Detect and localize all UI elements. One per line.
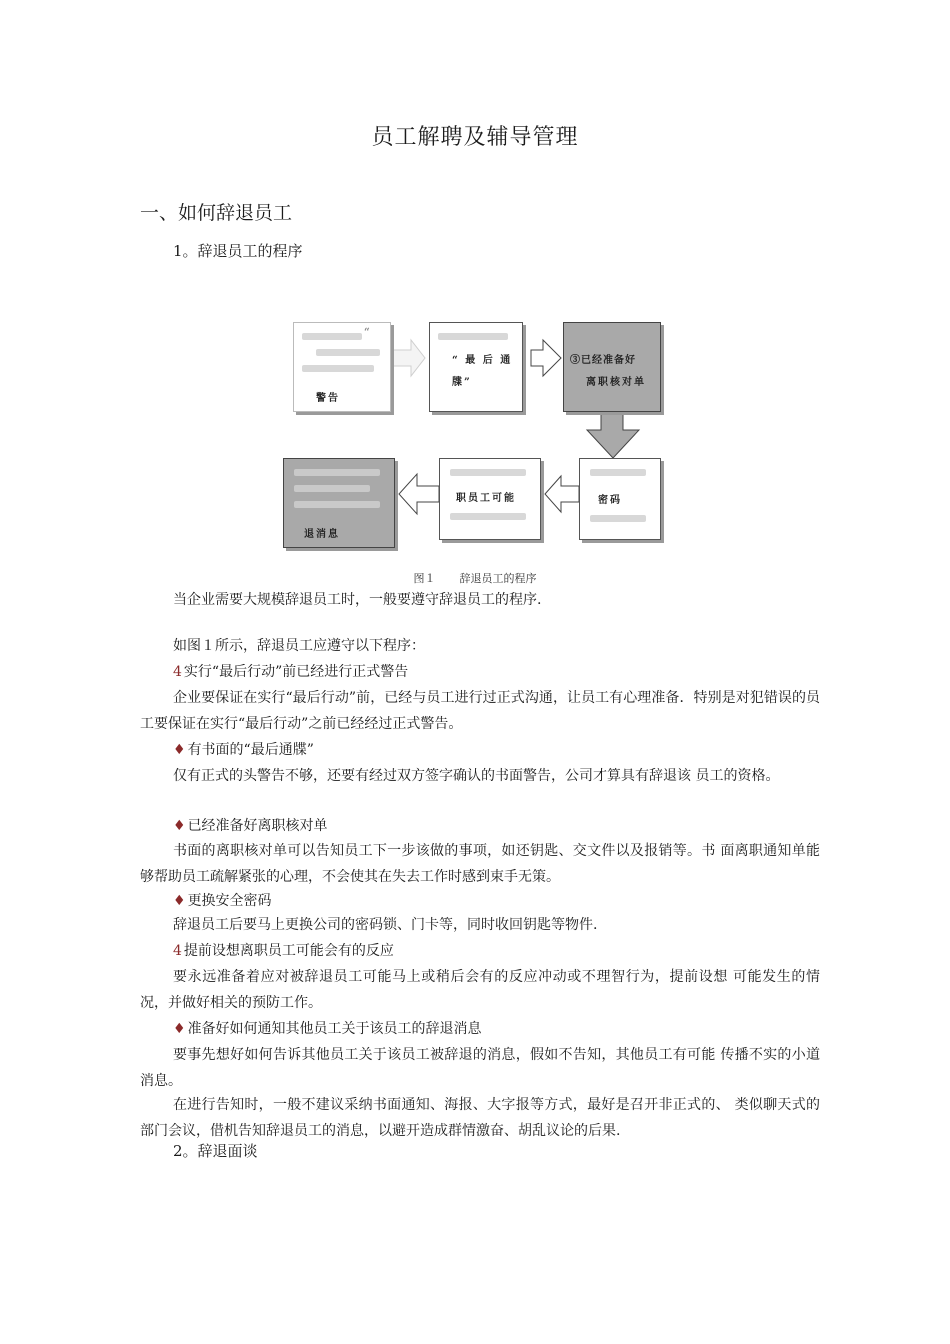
page-title: 员工解聘及辅导管理: [371, 125, 579, 150]
caption-number: 图１: [413, 572, 436, 585]
list-item-heading: ♦ 更换安全密码: [173, 893, 272, 909]
step-box-3: ③已经准备好 离职核对单: [563, 322, 661, 412]
step-box-6: 退消息: [283, 458, 395, 548]
list-item-heading: ♦ 已经准备好离职核对单: [173, 818, 328, 834]
step-box-4: 密码: [579, 458, 661, 540]
arrow-down: [587, 414, 639, 458]
step-box-2: “ 最 后 通 牒”: [429, 322, 523, 412]
list-item-heading: 4 提前设想离职员工可能会有的反应: [173, 943, 394, 959]
caption-text: 辞退员工的程序: [459, 572, 537, 585]
intro-paragraph: 当企业需要大规模辞退员工时，一般要遵守辞退员工的程序.: [173, 592, 542, 608]
figure-caption: [0, 570, 950, 586]
subsection-heading: 1。辞退员工的程序: [173, 242, 303, 260]
list-item-body: 企业要保证在实行“最后行动”前，已经与员工进行过正式沟通，让员工有心理准备．特别是对犯错误的员工要保证在实行“最后行动”之前已经经过正式警告。: [140, 690, 820, 732]
subsection-heading-2: 2。辞退面谈: [173, 1142, 258, 1160]
list-item-heading: ♦ 准备好如何通知其他员工关于该员工的辞退消息: [173, 1021, 482, 1037]
arrow-left-2: [399, 474, 439, 514]
list-item-heading: ♦ 有书面的“最后通牒”: [173, 742, 314, 758]
list-item-body: 要永远准备着应对被辞退员工可能马上或稍后会有的反应冲动或不理智行为，提前设想 可能发生的情况，并做好相关的预防工作。: [140, 969, 820, 1011]
arrow-right-2: [531, 340, 561, 376]
list-item-body: 辞退员工后要马上更换公司的密码锁、门卡等，同时收回钥匙等物件.: [173, 917, 598, 933]
list-item-body: 要事先想好如何告诉其他员工关于该员工被辞退的消息，假如不告知，其他员工有可能 传播不实的小道消息。: [140, 1047, 820, 1089]
lead-paragraph: 如图１所示，辞退员工应遵守以下程序：: [173, 638, 425, 654]
list-item-body: 仅有正式的头警告不够，还要有经过双方签字确认的书面警告，公司才算具有辞退该 员工的资格。: [173, 768, 780, 784]
list-item-body: 书面的离职核对单可以告知员工下一步该做的事项，如还钥匙、交文件以及报销等。书 面离职通知单能够帮助员工疏解紧张的心理，不会使其在失去工作时感到束手无策。: [140, 843, 820, 885]
extra-paragraph: 在进行告知时，一般不建议采纳书面通知、海报、大字报等方式，最好是召开非正式的、 类似聊天式的部门会议，借机告知辞退员工的消息，以避开造成群情激奋、胡乱议论的后果.: [140, 1097, 820, 1139]
arrow-right-1: [391, 340, 425, 376]
process-diagram: [283, 318, 668, 554]
step-box-5: 职员工可能: [439, 458, 541, 540]
list-item-heading: 4 实行“最后行动”前已经进行正式警告: [173, 664, 409, 680]
step-box-1: “ 警告: [293, 322, 391, 412]
arrow-left-1: [545, 476, 579, 512]
section-heading: 一、如何辞退员工: [140, 202, 293, 224]
